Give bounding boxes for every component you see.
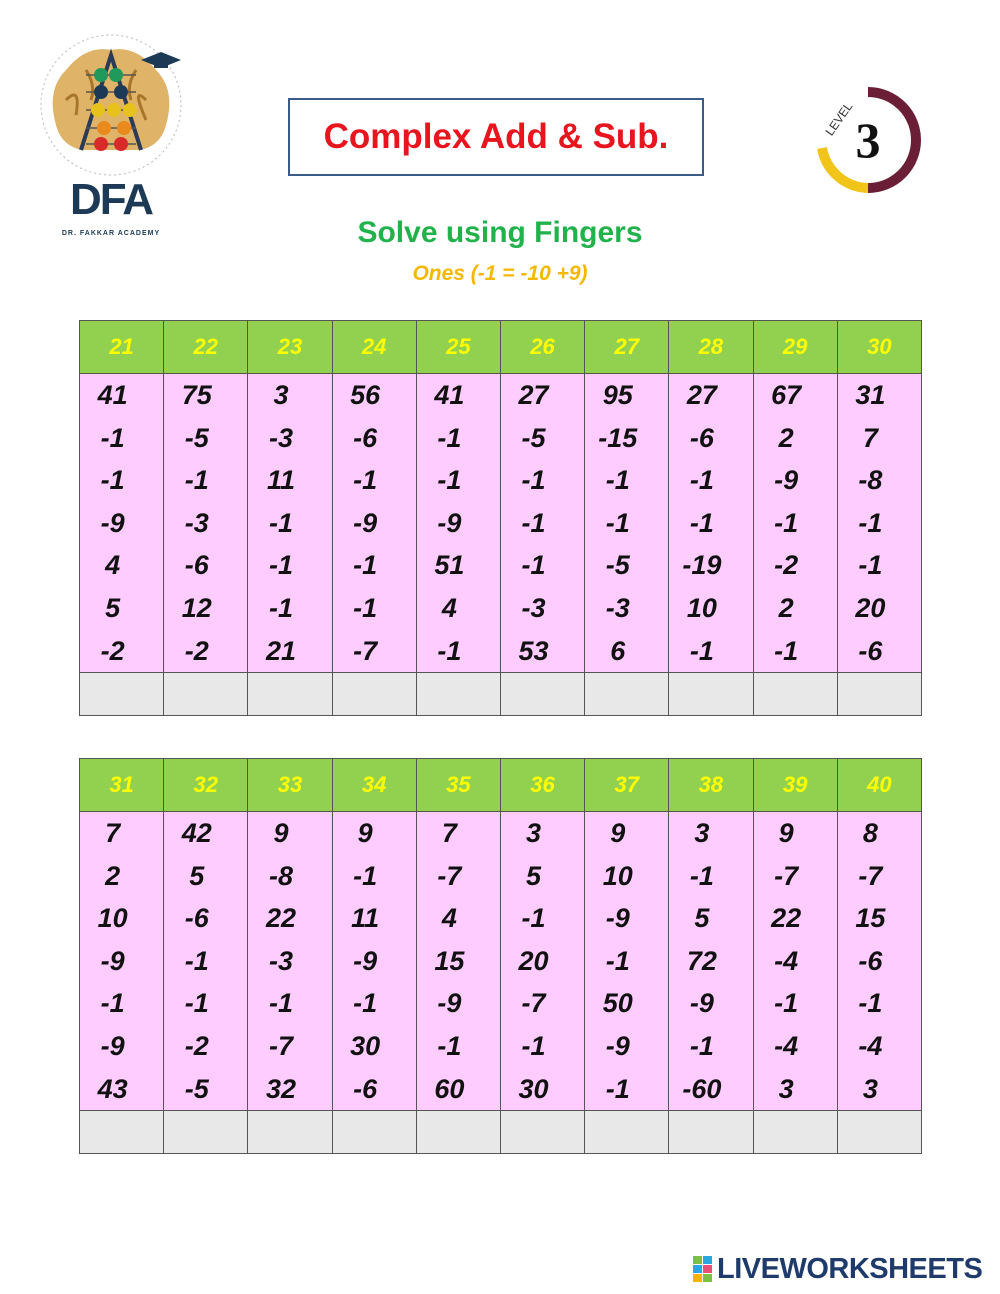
problem-value: 5 xyxy=(189,860,205,891)
answer-input[interactable] xyxy=(753,673,837,716)
problem-value: -1 xyxy=(353,860,378,891)
level-number: 3 xyxy=(855,112,881,168)
problem-column xyxy=(248,812,332,1111)
problem-value: 2 xyxy=(105,860,121,891)
answer-input[interactable] xyxy=(80,673,164,716)
problem-value: -1 xyxy=(268,988,293,1019)
problem-value: -6 xyxy=(858,635,883,666)
problem-value: -1 xyxy=(774,988,799,1019)
problem-value: 41 xyxy=(434,380,465,410)
problem-value: 11 xyxy=(351,903,380,934)
page-title: Complex Add & Sub. xyxy=(323,117,669,156)
problem-column xyxy=(837,812,921,1111)
problem-value: -1 xyxy=(689,465,714,496)
problem-value: -60 xyxy=(682,1073,722,1104)
problem-number: 32 xyxy=(164,759,248,812)
problem-value: 10 xyxy=(686,592,717,623)
problem-number: 24 xyxy=(332,321,416,374)
level-badge xyxy=(812,84,924,196)
problem-value: 43 xyxy=(97,1073,128,1104)
problem-value: -1 xyxy=(689,507,714,538)
answer-input[interactable] xyxy=(248,1111,332,1154)
problem-value: -7 xyxy=(437,860,462,891)
problem-value: -6 xyxy=(858,945,883,976)
problem-value: 12 xyxy=(181,592,212,623)
problem-value: -1 xyxy=(521,465,546,496)
answer-input[interactable] xyxy=(585,673,669,716)
answer-input[interactable] xyxy=(500,673,584,716)
problem-number: 23 xyxy=(248,321,332,374)
problem-value: -1 xyxy=(521,903,546,934)
problem-value: -1 xyxy=(100,465,125,496)
problem-number: 34 xyxy=(332,759,416,812)
problem-value: -7 xyxy=(774,860,799,891)
problem-value: -1 xyxy=(689,635,714,666)
answer-input[interactable] xyxy=(500,1111,584,1154)
problem-column xyxy=(669,812,753,1111)
answer-input[interactable] xyxy=(80,1111,164,1154)
problem-value: -6 xyxy=(689,422,714,453)
level-word: LEVEL xyxy=(822,99,856,139)
problem-value: 6 xyxy=(610,635,626,666)
problem-value: 3 xyxy=(526,818,542,848)
problem-number-row xyxy=(80,321,922,374)
problem-column xyxy=(332,812,416,1111)
problem-value: 10 xyxy=(602,860,633,891)
problem-value: 22 xyxy=(771,903,802,934)
problem-value: -5 xyxy=(521,422,546,453)
problem-value: -1 xyxy=(184,945,209,976)
answer-row xyxy=(80,1111,922,1154)
problem-value: 20 xyxy=(518,945,549,976)
answer-input[interactable] xyxy=(837,673,921,716)
problem-value: -1 xyxy=(353,550,378,581)
problem-value: 7 xyxy=(105,818,121,848)
problem-value: 75 xyxy=(181,380,212,410)
problem-value: -9 xyxy=(605,1030,630,1061)
problem-value: -1 xyxy=(100,988,125,1019)
logo-subtext: DR. FAKKAR ACADEMY xyxy=(61,230,161,237)
problem-value: 3 xyxy=(778,1073,794,1104)
problem-value: -1 xyxy=(605,945,630,976)
problem-value: -1 xyxy=(689,1030,714,1061)
problem-column xyxy=(669,374,753,673)
problem-value: 27 xyxy=(686,380,717,410)
problem-column xyxy=(164,374,248,673)
problem-value: 3 xyxy=(273,380,289,410)
answer-input[interactable] xyxy=(669,673,753,716)
problem-value: -8 xyxy=(268,860,293,891)
problem-table-1 xyxy=(79,320,922,716)
problem-value: 20 xyxy=(855,592,886,623)
problem-value: -7 xyxy=(858,860,883,891)
problem-number: 30 xyxy=(837,321,921,374)
problem-value: -1 xyxy=(353,988,378,1019)
problem-column xyxy=(500,812,584,1111)
problem-number: 36 xyxy=(500,759,584,812)
answer-row xyxy=(80,673,922,716)
problem-value: 4 xyxy=(441,592,457,623)
problem-value: 42 xyxy=(181,818,212,848)
problem-value: -5 xyxy=(605,550,630,581)
liveworksheets-logo-icon xyxy=(693,1256,713,1282)
problem-value: -7 xyxy=(353,635,378,666)
problem-values-row xyxy=(80,374,922,673)
problem-value: -1 xyxy=(521,507,546,538)
problem-value: 31 xyxy=(855,380,886,410)
problem-value: -2 xyxy=(184,635,209,666)
problem-value: -1 xyxy=(858,507,883,538)
problem-value: -9 xyxy=(100,507,125,538)
problem-number: 39 xyxy=(753,759,837,812)
problem-value: 4 xyxy=(105,550,121,581)
problem-value: 60 xyxy=(434,1073,465,1104)
liveworksheets-wordmark: LIVEWORKSHEETS xyxy=(717,1252,983,1285)
problem-value: -4 xyxy=(774,945,799,976)
problem-value: -1 xyxy=(437,1030,462,1061)
problem-value: -9 xyxy=(689,988,714,1019)
answer-input[interactable] xyxy=(248,673,332,716)
problem-number: 38 xyxy=(669,759,753,812)
problem-value: -6 xyxy=(184,903,209,934)
problem-value: -8 xyxy=(858,465,883,496)
problem-value: 15 xyxy=(855,903,886,934)
problem-value: -6 xyxy=(353,422,378,453)
problem-value: -3 xyxy=(268,945,293,976)
problem-value: -1 xyxy=(437,465,462,496)
problem-value: 72 xyxy=(686,945,717,976)
problem-number: 37 xyxy=(585,759,669,812)
problem-value: 27 xyxy=(518,380,549,410)
problem-value: -1 xyxy=(268,507,293,538)
problem-value: 41 xyxy=(97,380,128,410)
problem-value: -2 xyxy=(774,550,799,581)
problem-value: 2 xyxy=(778,592,794,623)
answer-input[interactable] xyxy=(416,1111,500,1154)
problem-column xyxy=(164,812,248,1111)
problem-number-row xyxy=(80,759,922,812)
answer-input[interactable] xyxy=(164,673,248,716)
problem-column xyxy=(332,374,416,673)
problem-value: -1 xyxy=(437,635,462,666)
problem-value: -9 xyxy=(100,1030,125,1061)
answer-input[interactable] xyxy=(585,1111,669,1154)
problem-value: 9 xyxy=(273,818,289,848)
problem-number: 22 xyxy=(164,321,248,374)
answer-input[interactable] xyxy=(332,1111,416,1154)
problem-value: 9 xyxy=(610,818,626,848)
problem-value: 5 xyxy=(526,860,542,891)
answer-input[interactable] xyxy=(164,1111,248,1154)
problem-column xyxy=(80,812,164,1111)
answer-input[interactable] xyxy=(837,1111,921,1154)
problem-value: 51 xyxy=(434,550,465,581)
problem-value: -1 xyxy=(353,465,378,496)
problem-value: -2 xyxy=(184,1030,209,1061)
instructions-hint: Ones (-1 = -10 +9) xyxy=(412,262,588,285)
answer-input[interactable] xyxy=(753,1111,837,1154)
problem-column xyxy=(753,374,837,673)
problem-column xyxy=(80,374,164,673)
problem-value: -7 xyxy=(268,1030,293,1061)
problem-value: 95 xyxy=(602,380,633,410)
problem-value: 3 xyxy=(862,1073,878,1104)
problem-value: 3 xyxy=(694,818,710,848)
problem-number: 35 xyxy=(416,759,500,812)
problem-value: 5 xyxy=(105,592,121,623)
problem-value: -7 xyxy=(521,988,546,1019)
problem-number: 40 xyxy=(837,759,921,812)
problem-value: -9 xyxy=(353,945,378,976)
problem-column xyxy=(585,812,669,1111)
problem-column xyxy=(500,374,584,673)
problem-value: -5 xyxy=(184,1073,209,1104)
problem-value: -1 xyxy=(858,988,883,1019)
problem-value: 53 xyxy=(518,635,549,666)
problem-value: 8 xyxy=(862,818,878,848)
problem-value: 15 xyxy=(434,945,465,976)
problem-number: 25 xyxy=(416,321,500,374)
logo-wordmark: DFA xyxy=(70,175,152,224)
problem-value: -5 xyxy=(184,422,209,453)
academy-logo xyxy=(36,30,186,237)
problem-value: -4 xyxy=(858,1030,883,1061)
liveworksheets-brand[interactable] xyxy=(693,1252,982,1286)
problem-value: -1 xyxy=(521,550,546,581)
problem-column xyxy=(248,374,332,673)
title-box xyxy=(288,98,704,176)
problem-value: -1 xyxy=(774,635,799,666)
problem-value: 9 xyxy=(778,818,794,848)
problem-value: -1 xyxy=(858,550,883,581)
level-ring-icon xyxy=(812,84,924,196)
answer-input[interactable] xyxy=(332,673,416,716)
problem-column xyxy=(416,374,500,673)
problem-value: -6 xyxy=(353,1073,378,1104)
problem-value: 2 xyxy=(778,422,794,453)
problem-value: 32 xyxy=(265,1073,296,1104)
problem-column xyxy=(753,812,837,1111)
problem-value: -2 xyxy=(100,635,125,666)
problem-column xyxy=(416,812,500,1111)
problem-value: 7 xyxy=(441,818,457,848)
problem-value: -1 xyxy=(605,1073,630,1104)
problem-value: -4 xyxy=(774,1030,799,1061)
problem-value: 21 xyxy=(265,635,296,666)
problem-value: 10 xyxy=(97,903,128,934)
problem-value: 7 xyxy=(862,422,878,453)
problem-value: 5 xyxy=(694,903,710,934)
problem-value: -1 xyxy=(184,465,209,496)
problem-value: -9 xyxy=(605,903,630,934)
problem-number: 26 xyxy=(500,321,584,374)
problem-number: 21 xyxy=(80,321,164,374)
problem-value: -3 xyxy=(521,592,546,623)
problem-value: -9 xyxy=(100,945,125,976)
problem-value: 11 xyxy=(266,465,295,496)
problem-value: -1 xyxy=(774,507,799,538)
answer-input[interactable] xyxy=(669,1111,753,1154)
problem-value: -9 xyxy=(437,988,462,1019)
problem-value: 30 xyxy=(518,1073,549,1104)
problem-value: -1 xyxy=(521,1030,546,1061)
problem-value: -1 xyxy=(605,507,630,538)
problem-value: -3 xyxy=(268,422,293,453)
problem-value: -9 xyxy=(353,507,378,538)
problem-value: -9 xyxy=(437,507,462,538)
problem-value: 56 xyxy=(350,380,381,410)
problem-value: 50 xyxy=(602,988,633,1019)
problem-column xyxy=(585,374,669,673)
problem-value: -15 xyxy=(598,422,638,453)
problem-value: -9 xyxy=(774,465,799,496)
problem-values-row xyxy=(80,812,922,1111)
problem-value: 22 xyxy=(265,903,296,934)
problem-value: 9 xyxy=(357,818,373,848)
problem-number: 28 xyxy=(669,321,753,374)
instructions-heading: Solve using Fingers xyxy=(357,216,643,249)
problem-value: -1 xyxy=(689,860,714,891)
problem-number: 31 xyxy=(80,759,164,812)
problem-value: -1 xyxy=(184,988,209,1019)
problem-value: -1 xyxy=(100,422,125,453)
problem-value: -1 xyxy=(268,592,293,623)
problem-value: -19 xyxy=(682,550,722,581)
problem-column xyxy=(837,374,921,673)
problem-value: -3 xyxy=(605,592,630,623)
problem-value: 4 xyxy=(441,903,457,934)
problem-value: 67 xyxy=(771,380,802,410)
problem-value: -6 xyxy=(184,550,209,581)
problem-value: -1 xyxy=(353,592,378,623)
problem-table-2 xyxy=(79,758,922,1154)
problem-number: 29 xyxy=(753,321,837,374)
answer-input[interactable] xyxy=(416,673,500,716)
problem-value: -1 xyxy=(268,550,293,581)
problem-value: 30 xyxy=(350,1030,381,1061)
problem-value: -1 xyxy=(605,465,630,496)
problem-value: -1 xyxy=(437,422,462,453)
brain-abacus-icon xyxy=(36,30,186,180)
problem-value: -3 xyxy=(184,507,209,538)
problem-number: 33 xyxy=(248,759,332,812)
problem-number: 27 xyxy=(585,321,669,374)
